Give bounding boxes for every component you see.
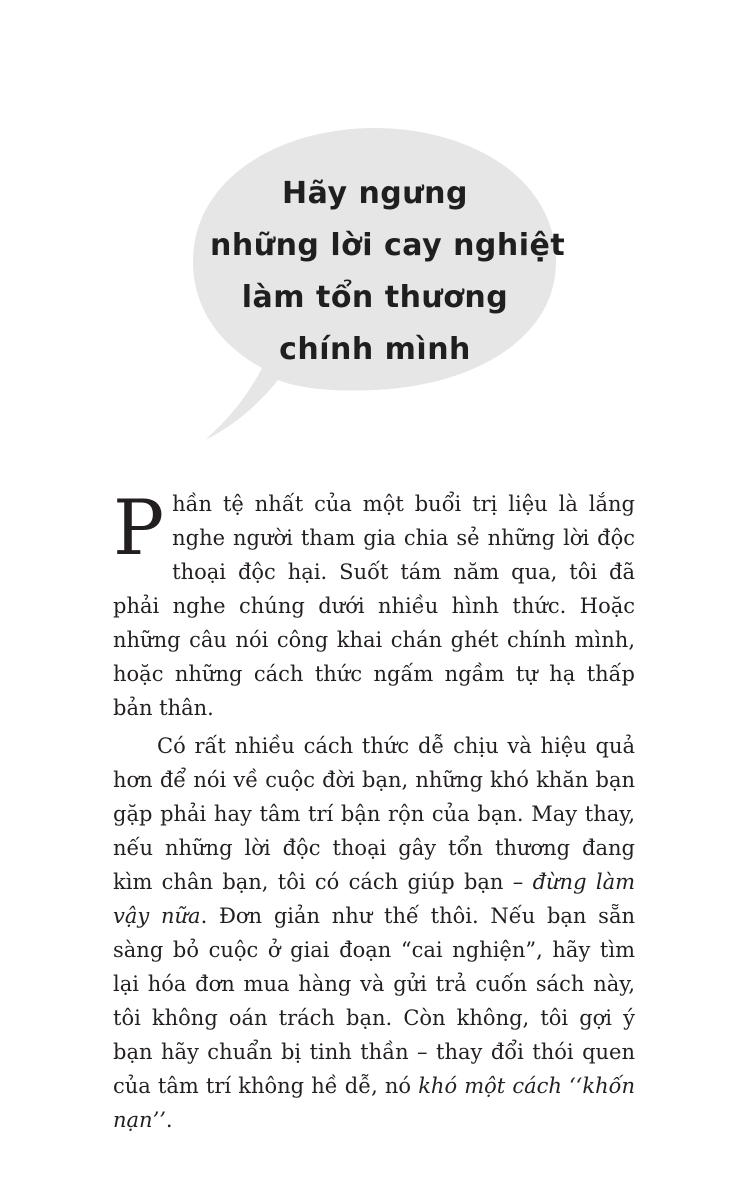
paragraph-2-italic-2: khó một cách ‘‘khốn nạn’’: [113, 1074, 635, 1132]
paragraph-2: [113, 729, 635, 1137]
paragraph-2-part-2: . Đơn giản như thế thôi. Nếu bạn sẵn sàng bỏ cuộc ở giai đoạn “cai nghiện”, hãy tìm lại hóa đơn mua hàng và gửi trả cuốn sách này, tôi không oán trách bạn. Còn không, tôi gợi ý bạn hãy chuẩn bị tinh thần – thay đổi thói quen của tâm trí không hề dễ, nó: [113, 904, 635, 1098]
paragraph-2-part-1: Có rất nhiều cách thức dễ chịu và hiệu quả hơn để nói về cuộc đời bạn, những khó khăn bạn gặp phải hay tâm trí bận rộn của bạn. May thay, nếu những lời độc thoại gây tổn thương đang kìm chân bạn, tôi có cách giúp bạn –: [113, 734, 635, 894]
drop-cap: P: [113, 483, 165, 572]
paragraph-1: [113, 483, 635, 725]
title-line: những lời cay nghiệt: [210, 228, 566, 263]
title-line: chính mình: [279, 332, 471, 367]
title-line: làm tổn thương: [241, 280, 509, 315]
body-text: [113, 483, 635, 1137]
paragraph-1-text: hần tệ nhất của một buổi trị liệu là lắng nghe người tham gia chia sẻ những lời độc thoại độc hại. Suốt tám năm qua, tôi đã phải nghe chúng dưới nhiều hình thức. Hoặc những câu nói công khai chán ghét chính mình, hoặc những cách thức ngấm ngầm tự hạ thấp bản thân.: [113, 492, 635, 720]
bubble-title: [210, 168, 566, 376]
paragraph-2-italic-1: đừng làm vậy nữa: [113, 870, 635, 928]
paragraph-2-part-3: .: [165, 1108, 173, 1132]
title-line: Hãy ngưng: [282, 176, 468, 211]
